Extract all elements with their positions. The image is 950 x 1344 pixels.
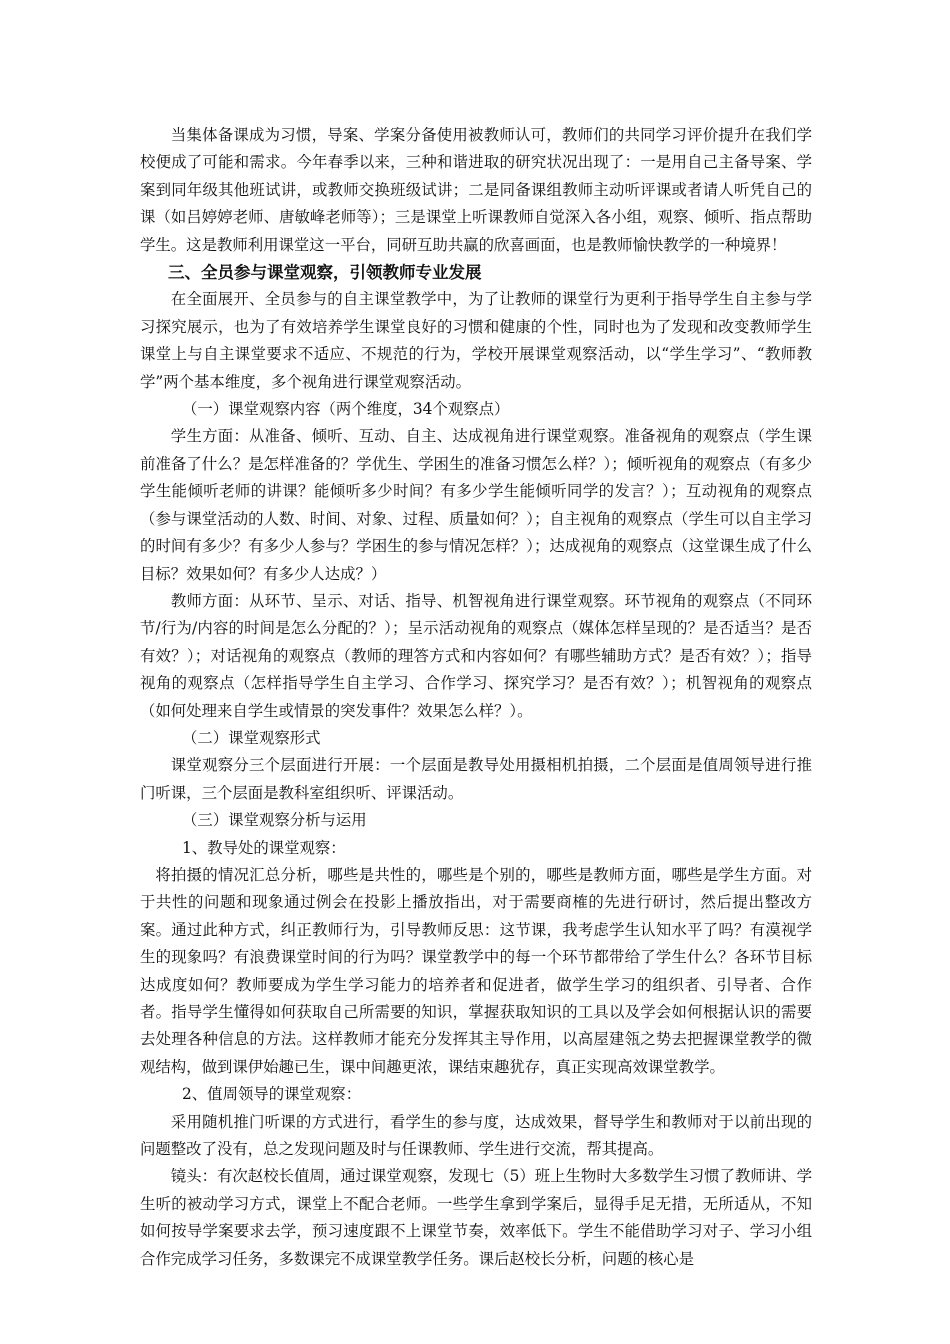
subheading-observation-analysis: （三）课堂观察分析与运用 — [182, 811, 367, 830]
paragraph-student-aspect: 学生方面：从准备、倾听、互动、自主、达成视角进行课堂观察。准备视角的观察点（学生课前准备了什么？是怎样准备的？学优生、学困生的准备习惯怎么样？）；倾听视角的观察点（有多少学生能倾听老师的讲课？能倾听多少时间？有多少学生能倾听同学的发言？）；互动视角的观察点（参与课堂活动的人数、时间、对象、过程、质量如何？）；自主视角的观察点（学生可以自主学习的时间有多少？有多少人参与？学困生的参与情况怎样？）；达成视角的观察点（这堂课生成了什么目标？效果如何？有多少人达成？） — [140, 427, 812, 583]
paragraph-teacher-aspect: 教师方面：从环节、呈示、对话、指导、机智视角进行课堂观察。环节视角的观察点（不同环节/行为/内容的时间是怎么分配的？）；呈示活动视角的观察点（媒体怎样呈现的？是否适当？是否有效？）；对话视角的观察点（教师的理答方式和内容如何？有哪些辅助方式？是否有效？）；指导视角的观察点（怎样指导学生自主学习、合作学习、探究学习？是否有效？）；机智视角的观察点（如何处理来自学生或情景的突发事件？效果怎么样？）。 — [140, 591, 812, 720]
paragraph-duty-leader-method: 采用随机推门听课的方式进行，看学生的参与度，达成效果，督导学生和教师对于以前出现的问题整改了没有，总之发现问题及时与任课教师、学生进行交流，帮其提高。 — [140, 1112, 812, 1159]
paragraph-collective-lesson-prep: 当集体备课成为习惯，导案、学案分备使用被教师认可，教师们的共同学习评价提升在我们学校便成了可能和需求。今年春季以来，三种和谐进取的研究状况出现了：一是用自己主备导案、学案到同年级其他班试讲，或教师交换班级试讲；二是同备课组教师主动听评课或者请人听凭自己的课（如吕婷婷老师、唐敏峰老师等）；三是课堂上听课教师自觉深入各小组，观察、倾听、指点帮助学生。这是教师利用课堂这一平台，同研互助共赢的欣喜画面，也是教师愉快教学的一种境界！ — [140, 126, 812, 254]
subheading-duty-leader: 2、值周领导的课堂观察： — [182, 1085, 362, 1104]
document-page — [140, 122, 812, 1273]
paragraph-case-example: 镜头：有次赵校长值周，通过课堂观察，发现七（5）班上生物时大多数学生习惯了教师讲、学生听的被动学习方式，课堂上不配合老师。一些学生拿到学案后，显得手足无措，无所适从，不知如何按导学案要求去学，预习速度跟不上课堂节奏，效率低下。学生不能借助学习对子、学习小组合作完成学习任务，多数课完不成课堂教学任务。课后赵校长分析，问题的核心是 — [140, 1167, 812, 1268]
paragraph-academic-office-analysis: 将拍摄的情况汇总分析，哪些是共性的，哪些是个别的，哪些是教师方面，哪些是学生方面。对于共性的问题和现象通过例会在投影上播放指出，对于需要商榷的先进行研讨，然后提出整改方案。通过此种方式，纠正教师行为，引导教师反思：这节课，我考虑学生认知水平了吗？有漠视学生的现象吗？有浪费课堂时间的行为吗？课堂教学中的每一个环节都带给了学生什么？各环节目标达成度如何？教师要成为学生学习能力的培养者和促进者，做学生学习的组织者、引导者、合作者。指导学生懂得如何获取自己所需要的知识，掌握获取知识的工具以及学会如何根据认识的需要去处理各种信息的方法。这样教师才能充分发挥其主导作用，以高屋建瓴之势去把握课堂教学的微观结构，做到课伊始趣已生，课中间趣更浓，课结束趣犹存，真正实现高效课堂教学。 — [140, 865, 812, 1076]
section-heading-3: 三、全员参与课堂观察，引领教师专业发展 — [168, 263, 482, 283]
subheading-observation-content: （一）课堂观察内容（两个维度，34个观察点） — [182, 400, 510, 419]
paragraph-observation-intro: 在全面展开、全员参与的自主课堂教学中，为了让教师的课堂行为更利于指导学生自主参与学习探究展示，也为了有效培养学生课堂良好的习惯和健康的个性，同时也为了发现和改变教师学生课堂上与自主课堂要求不适应、不规范的行为，学校开展课堂观察活动，以“学生学习”、“教师教学”两个基本维度，多个视角进行课堂观察活动。 — [140, 290, 812, 391]
subheading-academic-office: 1、教导处的课堂观察： — [182, 838, 346, 857]
paragraph-observation-levels: 课堂观察分三个层面进行开展：一个层面是教导处用摄相机拍摄，二个层面是值周领导进行推门听课，三个层面是教科室组织听、评课活动。 — [140, 756, 812, 802]
subheading-observation-form: （二）课堂观察形式 — [182, 728, 321, 747]
